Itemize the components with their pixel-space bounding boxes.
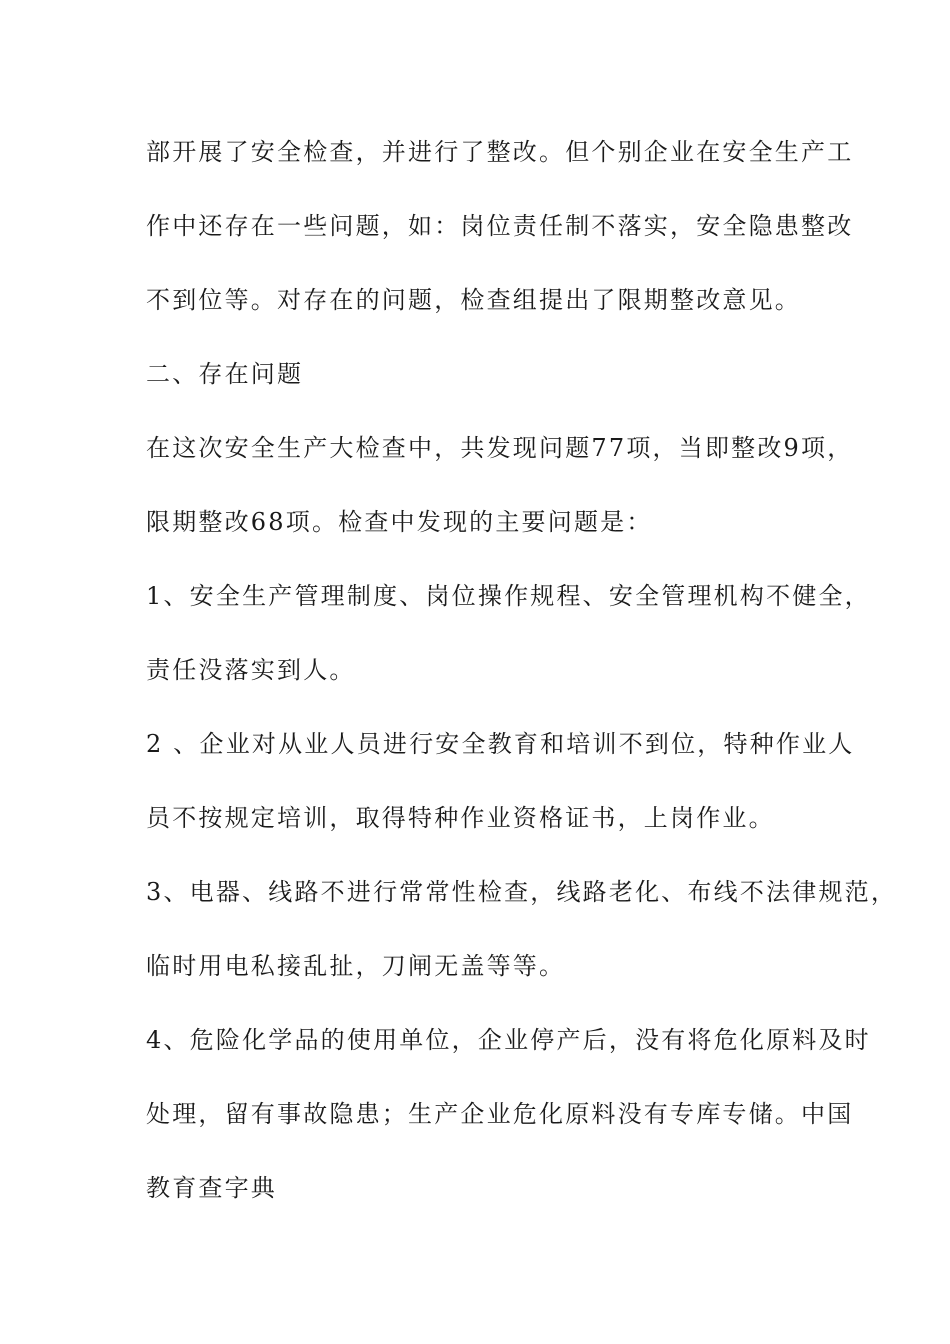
- list-item-line: 责任没落实到人。: [146, 656, 356, 684]
- paragraph-line: 在这次安全生产大检查中，共发现问题77项，当即整改9项，: [146, 434, 854, 462]
- paragraph-line: 不到位等。对存在的问题，检查组提出了限期整改意见。: [146, 286, 801, 314]
- paragraph-line: 作中还存在一些问题，如：岗位责任制不落实，安全隐患整改: [146, 212, 854, 240]
- list-item-line: 1、安全生产管理制度、岗位操作规程、安全管理机构不健全，: [146, 582, 871, 610]
- list-item-line: 3、电器、线路不进行常常性检查，线路老化、布线不法律规范，: [146, 878, 898, 906]
- list-item-line: 教育查字典: [146, 1174, 277, 1202]
- paragraph-line: 限期整改68项。检查中发现的主要问题是：: [146, 508, 653, 536]
- section-heading: 二、存在问题: [146, 360, 304, 388]
- list-item-line: 2 、企业对从业人员进行安全教育和培训不到位，特种作业人: [146, 730, 855, 758]
- list-item-line: 临时用电私接乱扯，刀闸无盖等等。: [146, 952, 566, 980]
- list-item-line: 员不按规定培训，取得特种作业资格证书，上岗作业。: [146, 804, 775, 832]
- list-item-line: 4、危险化学品的使用单位，企业停产后，没有将危化原料及时: [146, 1026, 871, 1054]
- paragraph-line: 部开展了安全检查，并进行了整改。但个别企业在安全生产工: [146, 138, 854, 166]
- list-item-line: 处理，留有事故隐患；生产企业危化原料没有专库专储。中国: [146, 1100, 854, 1128]
